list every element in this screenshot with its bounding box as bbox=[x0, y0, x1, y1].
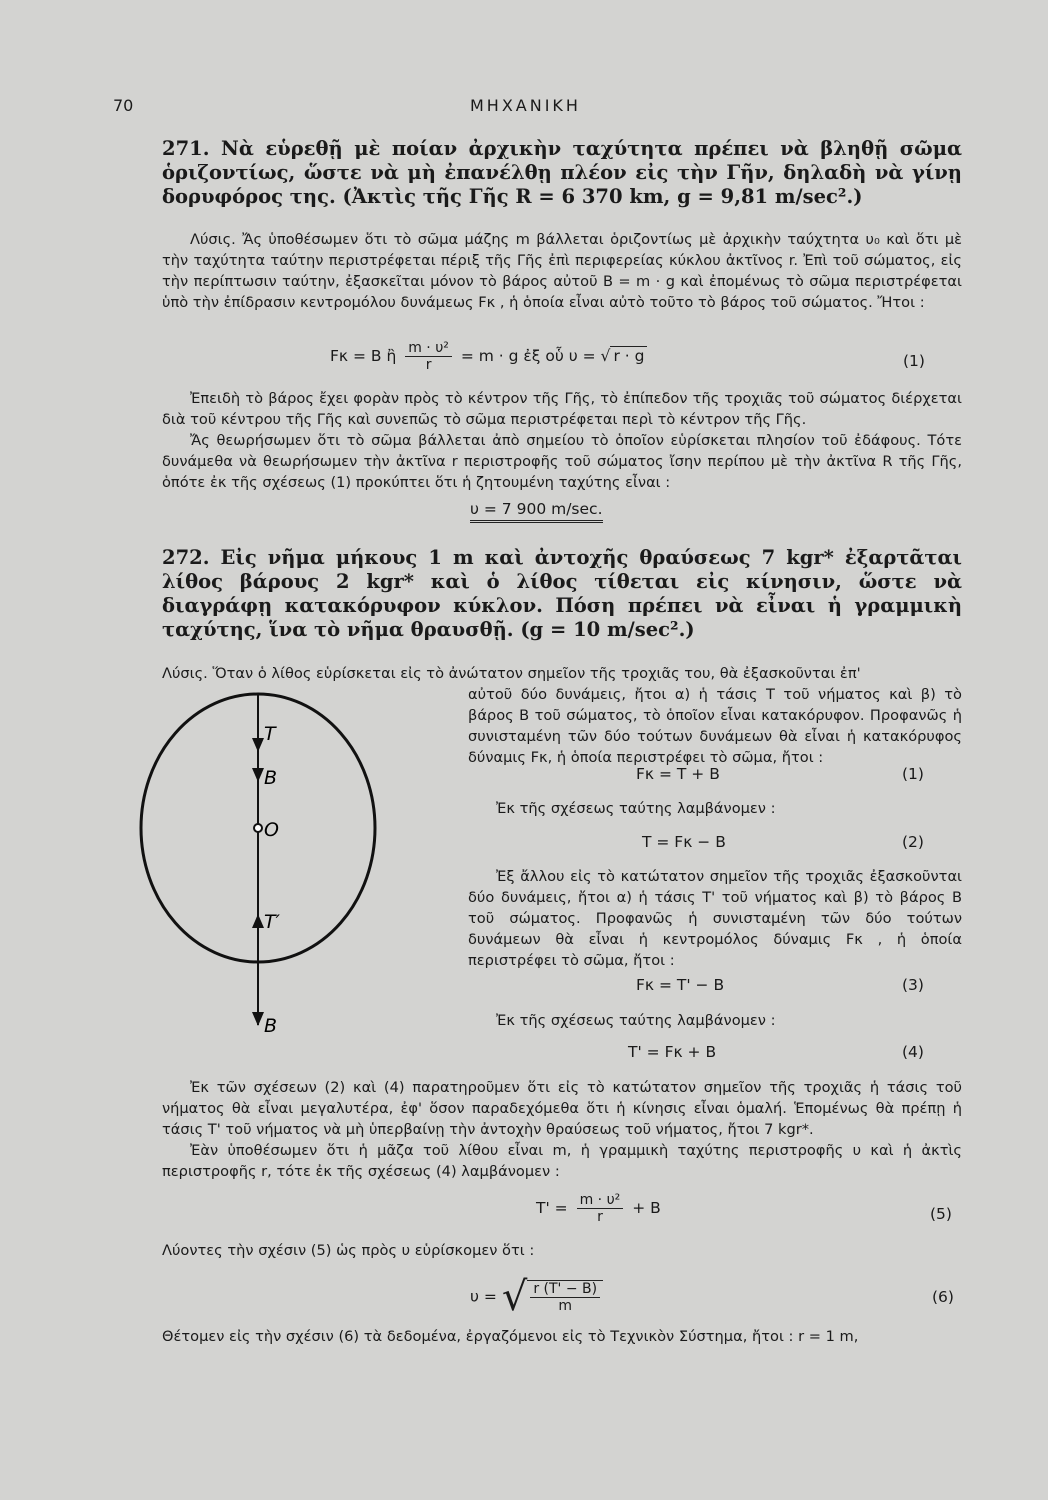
equation-272-2: T = Fκ − B bbox=[642, 833, 726, 851]
arrow-weight-bottom bbox=[252, 1012, 264, 1026]
eq-right: = m · g ἐξ οὗ υ = √ bbox=[460, 347, 611, 365]
solution-paragraph: Λύσις. Ἄς ὑποθέσωμεν ὅτι τὸ σῶμα μάζης m βάλλεται ὁριζοντίως μὲ ἀρχικὴν ταύχτητα υ₀ καὶ ὅτι μὲ τὴν ταχύτητα ταύτην περιστρέφεται πέριξ τῆς Γῆς ἐπὶ περιφερείας κύκλου ἀκτῖνος r. Ἐπὶ τοῦ σώματος, εἰς τὴν περίπτωσιν ταύτην, ἐξασκεῖται μόνον τὸ βάρος αὐτοῦ B = m · g καὶ ἐπομένως τὸ σῶμα περιστρέφεται ὑπὸ τὴν ἐπίδρασιν κεντρομόλου δυνάμεως Fκ , ἡ ὁποία εἶναι αὐτὸ τοῦτο τὸ βάρος τοῦ σώματος. Ἤτοι : bbox=[162, 231, 962, 311]
result-value: υ = 7 900 m/sec. bbox=[470, 500, 603, 523]
numerator: r (T' − B) bbox=[530, 1281, 600, 1298]
problem-272-statement: 272. Εἰς νῆμα μήκους 1 m καὶ ἀντοχῆς θραύσεως 7 kgr* ἐξαρτᾶται λίθος βάρους 2 kgr* καὶ ὁ λίθος τίθεται εἰς κίνησιν, ὥστε νὰ διαγράφῃ κατακόρυφον κύκλον. Πόση πρέπει νὰ εἶναι ἡ γραμμικὴ ταχύτης, ἵνα τὸ νῆμα θραυσθῇ. (g = 10 m/sec².) bbox=[162, 546, 962, 641]
label-B: B bbox=[264, 767, 278, 789]
text-line: Ἐκ τῆς σχέσεως ταύτης λαμβάνομεν : bbox=[496, 1012, 776, 1029]
text-line: Ἐκ τῆς σχέσεως ταύτης λαμβάνομεν : bbox=[496, 800, 776, 817]
equation-label: (5) bbox=[930, 1205, 952, 1223]
numerator: m · υ² bbox=[405, 340, 452, 357]
problem-271-explanation bbox=[162, 388, 962, 493]
text-paragraph: Ἐὰν ὑποθέσωμεν ὅτι ἡ μᾶζα τοῦ λίθου εἶναι m, ἡ γραμμικὴ ταχύτης περιστροφῆς υ καὶ ἡ ἀκτὶς περιστροφῆς r, τότε ἐκ τῆς σχέσεως (4) λαμβάνομεν : bbox=[162, 1142, 962, 1180]
equation-label: (4) bbox=[902, 1043, 924, 1061]
equation-label: (1) bbox=[903, 352, 925, 370]
solution-paragraph: Ἐπειδὴ τὸ βάρος ἔχει φορὰν πρὸς τὸ κέντρον τῆς Γῆς, τὸ ἐπίπεδον τῆς τροχιᾶς τοῦ σώματος διέρχεται διὰ τοῦ κέντρου τῆς Γῆς καὶ συνεπῶς τὸ σῶμα περιστρέφεται περὶ τὸ κέντρον τῆς Γῆς. bbox=[162, 390, 962, 428]
denominator: r bbox=[597, 1209, 603, 1225]
eq-right: + B bbox=[632, 1199, 661, 1217]
radicand: r · g bbox=[610, 346, 647, 365]
label-T: T bbox=[264, 723, 276, 745]
text-line: Θέτομεν εἰς τὴν σχέσιν (6) τὰ δεδομένα, ἐργαζόμενοι εἰς τὸ Τεχνικὸν Σύστημα, ἤτοι : r = 1 m, bbox=[162, 1328, 859, 1345]
equation-272-5 bbox=[536, 1192, 661, 1225]
arrow-weight-top bbox=[252, 768, 264, 782]
eq-left: T' = bbox=[536, 1199, 568, 1217]
problem-271-solution bbox=[162, 229, 962, 313]
fraction bbox=[405, 340, 452, 373]
equation-272-6 bbox=[470, 1274, 607, 1320]
sqrt-symbol: √ bbox=[501, 1274, 528, 1320]
equation-label: (6) bbox=[932, 1288, 954, 1306]
equation-label: (3) bbox=[902, 976, 924, 994]
text-paragraph: Ἐξ ἄλλου εἰς τὸ κατώτατον σημεῖον τῆς τροχιᾶς ἐξασκοῦνται δύο δυνάμεις, ἤτοι α) ἡ τάσις T' τοῦ νήματος καὶ β) τὸ βάρος B τοῦ σώματος. Προφανῶς ἡ συνισταμένη τῶν δύο τούτων δυνάμεων θὰ εἶναι ἡ κεντρομόλος δύναμις Fκ , ἡ ὁποία περιστρέφει τὸ σῶμα, ἤτοι : bbox=[468, 868, 962, 969]
numerator: m · υ² bbox=[577, 1192, 624, 1209]
equation-272-3: Fκ = T' − B bbox=[636, 976, 725, 994]
equation-label: (1) bbox=[902, 765, 924, 783]
label-B-bottom: B bbox=[264, 1015, 278, 1037]
eq-left: υ = bbox=[470, 1287, 497, 1306]
running-header: ΜΗΧΑΝΙΚΗ bbox=[470, 96, 581, 115]
fraction bbox=[577, 1192, 624, 1225]
result-271 bbox=[470, 500, 603, 518]
equation-1 bbox=[330, 340, 647, 373]
fraction bbox=[527, 1280, 603, 1314]
center-point bbox=[254, 824, 262, 832]
equation-label: (2) bbox=[902, 833, 924, 851]
page-number: 70 bbox=[113, 96, 134, 115]
solution-paragraph: Ἄς θεωρήσωμεν ὅτι τὸ σῶμα βάλλεται ἀπὸ σημείου τὸ ὁποῖον εὑρίσκεται πλησίον τοῦ ἐδάφους. Τότε δυνάμεθα νὰ θεωρήσωμεν τὴν ἀκτῖνα r περιστροφῆς τοῦ σώματος ἴσην περίπου μὲ τὴν ἀκτῖνα R τῆς Γῆς, ὁπότε ἐκ τῆς σχέσεως (1) προκύπτει ὅτι ἡ ζητουμένη ταχύτης εἶναι : bbox=[162, 432, 962, 491]
eq-left: Fκ = B ἢ bbox=[330, 347, 397, 365]
solution-first-line: Λύσις. Ὅταν ὁ λίθος εὑρίσκεται εἰς τὸ ἀνώτατον σημεῖον τῆς τροχιᾶς του, θὰ ἐξασκοῦνται ἐπ' bbox=[162, 665, 861, 682]
denominator: m bbox=[558, 1298, 573, 1314]
label-T-prime: T′ bbox=[264, 911, 280, 933]
arrow-tension-top bbox=[252, 738, 264, 752]
arrow-tension-bottom bbox=[252, 914, 264, 928]
text-line: Λύοντες τὴν σχέσιν (5) ὡς πρὸς υ εὑρίσκομεν ὅτι : bbox=[162, 1242, 535, 1259]
label-O: O bbox=[264, 819, 279, 841]
solution-column: αὐτοῦ δύο δυνάμεις, ἤτοι α) ἡ τάσις T τοῦ νήματος καὶ β) τὸ βάρος B τοῦ σώματος, τὸ ὁποῖον εἶναι κατακόρυφον. Προφανῶς ἡ συνισταμένη τῶν δύο τούτων δυνάμεων θὰ εἶναι ἡ κατακόρυφος δύναμις Fκ, ἡ ὁποία περιστρέφει τὸ σῶμα, ἤτοι : bbox=[468, 686, 962, 766]
equation-272-4: T' = Fκ + B bbox=[628, 1043, 717, 1061]
equation-272-1: Fκ = T + B bbox=[636, 765, 720, 783]
figure-vertical-circle bbox=[130, 680, 400, 1050]
text-paragraph: Ἐκ τῶν σχέσεων (2) καὶ (4) παρατηροῦμεν ὅτι εἰς τὸ κατώτατον σημεῖον τῆς τροχιᾶς ἡ τάσις τοῦ νήματος θὰ εἶναι μεγαλυτέρα, ἐφ' ὅσον παραδεχόμεθα ὅτι ἡ κίνησις εἶναι ὁμαλή. Ἑπομένως θὰ πρέπῃ ἡ τάσις T' τοῦ νήματος νὰ μὴ ὑπερβαίνῃ τὴν ἀντοχὴν θραύσεως τοῦ νήματος, ἤτοι 7 kgr*. bbox=[162, 1079, 962, 1138]
denominator: r bbox=[425, 357, 432, 373]
problem-271-statement: 271. Νὰ εὑρεθῇ μὲ ποίαν ἀρχικὴν ταχύτητα πρέπει νὰ βληθῇ σῶμα ὁριζοντίως, ὥστε νὰ μὴ ἐπανέλθῃ πλέον εἰς τὴν Γῆν, δηλαδὴ νὰ γίνῃ δορυφόρος της. (Ἀκτὶς τῆς Γῆς R = 6 370 km, g = 9,81 m/sec².) bbox=[162, 137, 962, 208]
